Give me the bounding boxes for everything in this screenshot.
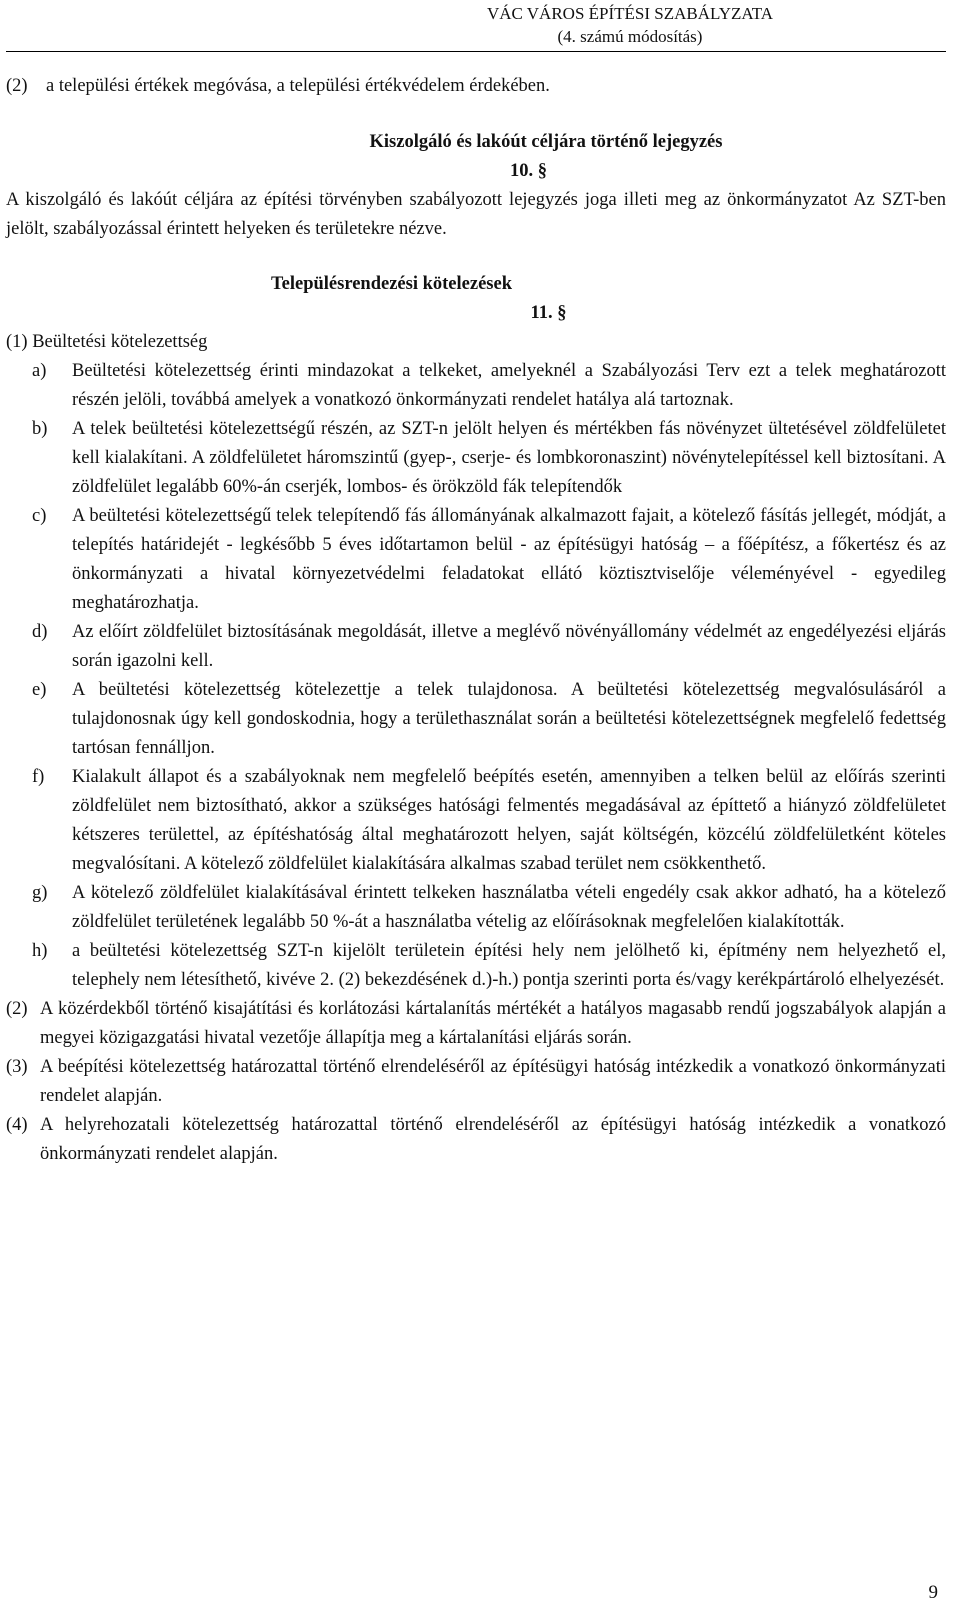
- header-divider: [6, 51, 946, 52]
- intro-text: a települési értékek megóvása, a települési értékvédelem érdekében.: [46, 76, 550, 96]
- list-item: h) a beültetési kötelezettség SZT-n kijelölt területein építési hely nem jelölhető ki, építmény nem helyezhető el, telephely nem létesíthető, kivéve 2. (2) bekezdésének d.)-h.) pontja szerinti porta és/vagy kerékpártároló elhelyezését.: [32, 941, 946, 990]
- section-symbol-icon: §: [557, 303, 567, 323]
- list-item: g) A kötelező zöldfelület kialakításával érintett telkeken használatba vételi engedély csak akkor adható, ha a kötelező zöldfelület területének legalább 50 %-át a használatba vételig az előírásoknak megfelelően kialakították.: [32, 883, 946, 932]
- section-10-text: A kiszolgáló és lakóút céljára az építési törvényben szabályozott lejegyzés joga illeti meg az önkormányzatot Az SZT-ben jelölt, szabályozással érintett helyeken és területekre nézve.: [6, 190, 946, 239]
- section-11-paragraph-4: (4) A helyrehozatali kötelezettség határozattal történő elrendeléséről az építésügyi hatóság intézkedik a vonatkozó önkormányzati rendelet alapján.: [6, 1115, 946, 1164]
- page-header: [320, 2, 940, 48]
- page-number: 9: [928, 1582, 938, 1603]
- header-subtitle: (4. számú módosítás): [557, 27, 703, 46]
- list-item: f) Kialakult állapot és a szabályoknak nem megfelelő beépítés esetén, amennyiben a telken belül az előírás szerinti zöldfelület nem biztosítható, akkor a szükséges hatósági felmentés megadásával az építtető a hiányzó zöldfelületet kétszeres területtel, az építéshatóság által meghatározott helyen, saját költségén, közcélú zöldfelületként köteles megvalósítani. A kötelező zöldfelület kialakítására alkalmas szabad terület nem csökkenthető.: [32, 767, 946, 874]
- section-11-title: Településrendezési kötelezések: [271, 274, 512, 294]
- intro-label: (2): [6, 76, 28, 96]
- section-10-title: Kiszolgáló és lakóút céljára történő lejegyzés: [369, 132, 723, 152]
- list-item: d) Az előírt zöldfelület biztosításának megoldását, illetve a meglévő növényállomány védelmét az engedélyezési eljárás során igazolni kell.: [32, 622, 946, 671]
- section-10-number: 10. §: [510, 161, 547, 181]
- list-item: e) A beültetési kötelezettség kötelezettje a telek tulajdonosa. A beültetési kötelezettség megvalósulásáról a tulajdonosnak úgy kell gondoskodnia, hogy a területhasználat során a beültetési kötelezettségnek megfelelő fedettség tartósan fennálljon.: [32, 680, 946, 758]
- list-item: b) A telek beültetési kötelezettségű részén, az SZT-n jelölt helyen és mértékben fás növényzet ültetésével zöldfelületet kell kialakítani. A zöldfelületet háromszintű (gyep-, cserje- és lombkoronaszint) növénytelepítéssel kell biztosítani. A zöldfelület legalább 60%-án cserjék, lombos- és örökzöld fák telepítendők: [32, 419, 946, 497]
- section-11-paragraph-3: (3) A beépítési kötelezettség határozattal történő elrendeléséről az építésügyi hatóság intézkedik a vonatkozó önkormányzati rendelet alapján.: [6, 1057, 946, 1106]
- planting-obligation-list: [32, 357, 946, 995]
- document-body: [6, 72, 946, 1169]
- section-11-para1-heading: (1) Beültetési kötelezettség: [6, 332, 208, 352]
- intro-paragraph: [6, 72, 946, 101]
- section-11-paragraph-2: (2) A közérdekből történő kisajátítási és korlátozási kártalanítás mértékét a hatályos magasabb rendű jogszabályok alapján a megyei közigazgatási hivatal vezetője állapítja meg a kártalanítási eljárás során.: [6, 999, 946, 1048]
- section-symbol-icon: §: [537, 161, 547, 181]
- header-title: VÁC VÁROS ÉPÍTÉSI SZABÁLYZATA: [486, 4, 774, 23]
- section-11-number: 11. §: [530, 303, 567, 323]
- list-item: a) Beültetési kötelezettség érinti mindazokat a telkeket, amelyeknél a Szabályozási Terv ezt a telek meghatározott részén jelöli, továbbá amelyek a vonatkozó önkormányzati rendelet hatálya alá tartoznak.: [32, 361, 946, 410]
- list-item: c) A beültetési kötelezettségű telek telepítendő fás állományának alkalmazott fajait, a kötelező fásítás jellegét, módját, a telepítés határidejét - legkésőbb 5 éves időtartamon belül - az építésügyi hatóság – a főépítész, a főkertész és az önkormányzati a hivatal környezetvédelmi feladatokat ellátó köztisztviselője véleményével - egyedileg meghatározhatja.: [32, 506, 946, 613]
